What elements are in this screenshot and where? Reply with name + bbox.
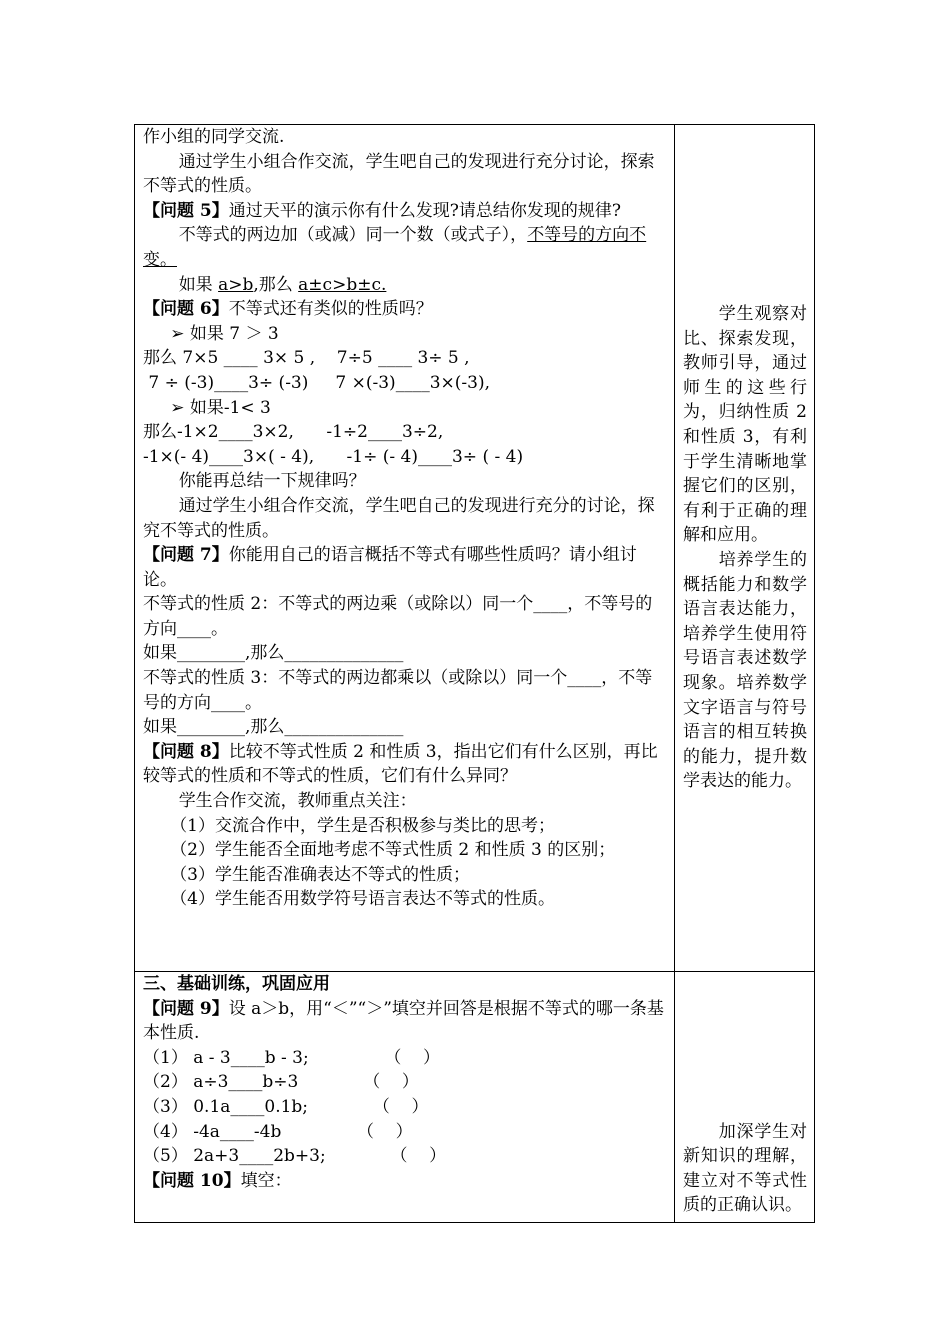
question-tag: 【问题 5】 [143, 200, 229, 221]
question-tag: 【问题 7】 [143, 545, 229, 566]
rule-underlined: 不等号的方向不变。 [143, 225, 647, 270]
property-3: 不等式的性质 3：不等式的两边都乘以（或除以）同一个____，不等号的方向____。 [143, 668, 653, 713]
property-2: 不等式的性质 2：不等式的两边乘（或除以）同一个____，不等号的方向____。 [143, 594, 653, 639]
exercise-line: -1×(- 4)____3×( - 4), -1÷ (- 4)____3÷ ( - 4) [143, 446, 524, 467]
intent-paragraph: 加深学生对新知识的理解，建立对不等式性质的正确认识。 [683, 1121, 807, 1216]
question-text: 通过天平的演示你有什么发现?请总结你发现的规律? [228, 200, 621, 221]
intent-paragraph: 学生观察对比、探索发现，教师引导，通过师生的这些行为，归纳性质 2 和性质 3，有利于学生清晰地掌握它们的区别，有利于正确的理解和应用。 [683, 304, 807, 546]
focus-item: （4）学生能否用数学符号语言表达不等式的性质。 [170, 889, 556, 910]
question-text: 设 a＞b，用“＜”“＞”填空并回答是根据不等式的哪一条基本性质. [143, 998, 664, 1044]
question-tag: 【问题 10】 [143, 1170, 241, 1191]
question-tag: 【问题 9】 [143, 998, 229, 1019]
property-3-formula: 如果________,那么______________ [143, 717, 404, 738]
property-2-formula: 如果________,那么______________ [143, 643, 404, 664]
exercise-line: 那么-1×2____3×2, -1÷2____3÷2, [143, 422, 444, 443]
paragraph: 通过学生小组合作交流，学生吧自己的发现进行充分讨论，探索不等式的性质。 [143, 151, 655, 197]
rule-text: 不等式的两边加（或减）同一个数（或式子）， [178, 225, 528, 246]
formula-b: a±c>b±c. [298, 274, 387, 295]
question-8 [143, 740, 667, 789]
design-intent-cell [675, 972, 815, 1223]
if-mid: ,那么 [253, 274, 299, 295]
focus-item: （1）交流合作中，学生是否积极参与类比的思考； [170, 815, 556, 836]
question-6 [143, 297, 667, 322]
table-row [135, 972, 815, 1223]
exercise-item: （1） a - 3____b - 3; （ ） [143, 1047, 440, 1068]
process-cell [135, 972, 675, 1223]
bullet-item: ➢ 如果 7 ＞ 3 [170, 323, 279, 344]
bullet-item: ➢ 如果-1< 3 [170, 397, 271, 418]
design-intent-cell [675, 125, 815, 972]
paragraph: 通过学生小组合作交流，学生吧自己的发现进行充分的讨论，探究不等式的性质。 [143, 495, 655, 541]
exercise-item: （2） a÷3____b÷3 （ ） [143, 1072, 419, 1093]
exercise-line: 那么 7×5 ____ 3× 5 , 7÷5 ____ 3÷ 5 , [143, 348, 470, 369]
focus-item: （3）学生能否准确表达不等式的性质； [170, 864, 471, 885]
question-tag: 【问题 6】 [143, 299, 229, 320]
paragraph: 作小组的同学交流. [143, 127, 285, 147]
formula-a: a>b [218, 274, 254, 295]
section-heading: 三、基础训练，巩固应用 [143, 974, 330, 994]
question-9 [143, 997, 667, 1046]
rule-statement [143, 223, 667, 272]
exercise-item: （3） 0.1a____0.1b; （ ） [143, 1096, 429, 1117]
question-text: 比较不等式性质 2 和性质 3，指出它们有什么区别，再比较等式的性质和不等式的性质，它们有什么异同？ [143, 741, 658, 787]
focus-item: （2）学生能否全面地考虑不等式性质 2 和性质 3 的区别； [170, 840, 616, 861]
exercise-item: （4） -4a____-4b （ ） [143, 1121, 413, 1142]
table-row [135, 125, 815, 972]
question-5 [143, 199, 667, 224]
rule-formula [143, 273, 667, 298]
process-cell [135, 125, 675, 972]
exercise-line: 7 ÷ (-3)____3÷ (-3) 7 ×(-3)____3×(-3), [143, 372, 490, 393]
question-text: 不等式还有类似的性质吗？ [228, 299, 433, 320]
intent-paragraph: 培养学生的概括能力和数学语言表达能力，培养学生使用符号语言表述数学现象。培养数学文字语言与符号语言的相互转换的能力，提升数学表达的能力。 [683, 550, 807, 792]
question-7 [143, 543, 667, 592]
question-tag: 【问题 8】 [143, 741, 229, 762]
paragraph: 你能再总结一下规律吗？ [178, 471, 366, 492]
paragraph: 学生合作交流，教师重点关注： [178, 791, 417, 812]
question-text: 填空： [240, 1170, 292, 1191]
question-text: 你能用自己的语言概括不等式有哪些性质吗？请小组讨论。 [143, 545, 637, 590]
exercise-item: （5） 2a+3____2b+3; （ ） [143, 1146, 447, 1167]
if-prefix: 如果 [178, 274, 219, 295]
question-10 [143, 1169, 667, 1194]
lesson-table [134, 124, 815, 1223]
